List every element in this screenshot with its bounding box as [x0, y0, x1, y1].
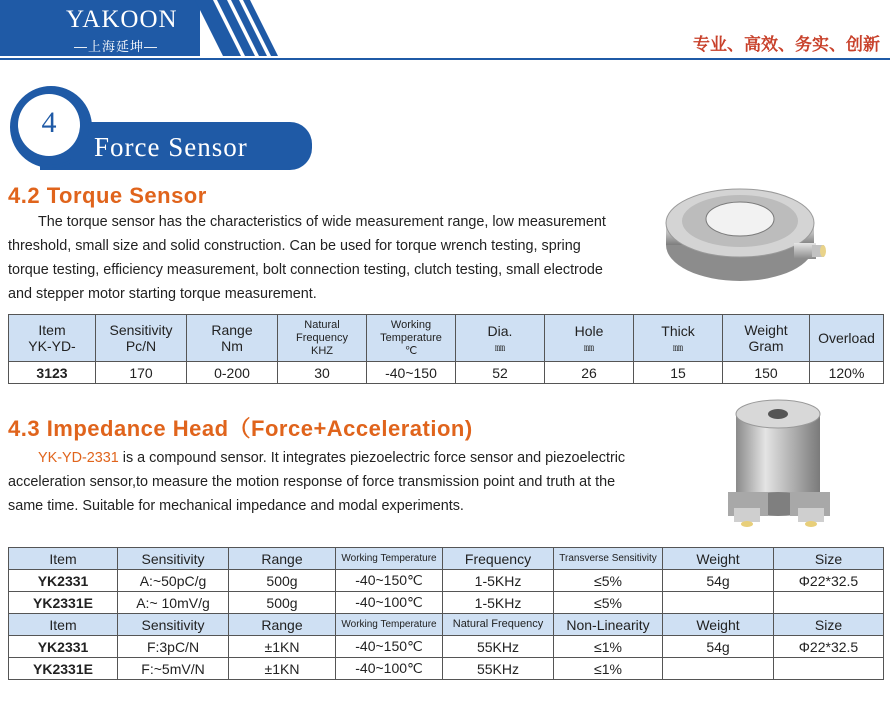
impedance-line: YK-YD-2331 is a compound sensor. It integrates piezoelectric force sensor and piezoelectric	[38, 450, 626, 466]
impedance-line: acceleration sensor,to measure the motion response of force transmission point and truth at the	[8, 474, 616, 490]
table-header-row	[9, 614, 884, 636]
table-cell: 52	[456, 362, 545, 384]
torque-description	[8, 210, 606, 306]
header-cell: Non-Linearity	[554, 614, 663, 636]
table-cell: ≤1%	[554, 636, 663, 658]
table-cell: ±1KN	[229, 658, 336, 680]
table-cell: 170	[96, 362, 187, 384]
section-title: Force Sensor	[94, 132, 248, 162]
table-row	[9, 570, 884, 592]
impedance-spec-table	[8, 547, 884, 680]
header-cell: Range Nm	[187, 315, 278, 362]
table-cell: 120%	[810, 362, 884, 384]
header-cell: Item YK-YD-	[9, 315, 96, 362]
header-cell: Sensitivity	[118, 548, 229, 570]
header-cell: Size	[774, 548, 884, 570]
table-cell: -40~100℃	[336, 592, 443, 614]
impedance-description	[8, 446, 625, 518]
header-cell: Natural Frequency	[443, 614, 554, 636]
table-cell: ±1KN	[229, 636, 336, 658]
table-cell: 15	[634, 362, 723, 384]
table-cell: ≤5%	[554, 592, 663, 614]
table-cell: Φ22*32.5	[774, 570, 884, 592]
table-cell: 3123	[9, 362, 96, 384]
section-number: 4	[41, 106, 57, 139]
header-cell: Item	[9, 548, 118, 570]
table-cell: -40~150℃	[336, 570, 443, 592]
header-cell: Dia. ㎜	[456, 315, 545, 362]
table-cell: F:3pC/N	[118, 636, 229, 658]
table-cell: 500g	[229, 570, 336, 592]
logo-text: YAKOON	[66, 6, 178, 33]
table-row	[9, 362, 884, 384]
table-cell: YK2331E	[9, 658, 118, 680]
header-cell: Working Temperature ℃	[367, 315, 456, 362]
table-cell: ≤5%	[554, 570, 663, 592]
impedance-heading: 4.3 Impedance Head（Force+Acceleration)	[8, 416, 473, 441]
model-name: YK-YD-2331	[38, 450, 119, 466]
table-cell: 54g	[663, 570, 774, 592]
table-cell: YK2331	[9, 636, 118, 658]
header-cell: Range	[229, 614, 336, 636]
table-cell: -40~150℃	[336, 636, 443, 658]
header-cell: Sensitivity	[118, 614, 229, 636]
table-cell: 55KHz	[443, 658, 554, 680]
table-cell	[774, 592, 884, 614]
logo-stripes-decoration	[195, 0, 285, 56]
page-header	[0, 0, 890, 58]
table-cell: A:~50pC/g	[118, 570, 229, 592]
header-cell: Frequency	[443, 548, 554, 570]
table-cell: 150	[723, 362, 810, 384]
table-cell	[663, 592, 774, 614]
impedance-line: same time. Suitable for mechanical impedance and modal experiments.	[8, 498, 464, 514]
header-cell: Weight	[663, 548, 774, 570]
table-cell: 54g	[663, 636, 774, 658]
torque-line: torque testing, efficiency measurement, bolt connection testing, clutch testing, small electrode	[8, 262, 603, 278]
table-row	[9, 658, 884, 680]
header-cell: Weight Gram	[723, 315, 810, 362]
header-cell: Thick ㎜	[634, 315, 723, 362]
table-cell	[774, 658, 884, 680]
header-cell: Natural Frequency KHZ	[278, 315, 367, 362]
header-cell: Transverse Sensitivity	[554, 548, 663, 570]
table-row	[9, 592, 884, 614]
torque-line: threshold, small size and solid construction. Can be used for torque wrench testing, spring	[8, 238, 581, 254]
table-cell	[663, 658, 774, 680]
table-cell: 55KHz	[443, 636, 554, 658]
torque-sensor-photo	[662, 183, 827, 288]
table-cell: Φ22*32.5	[774, 636, 884, 658]
torque-line: and stepper motor starting torque measurement.	[8, 286, 317, 302]
table-header-row	[9, 548, 884, 570]
table-cell: 0-200	[187, 362, 278, 384]
table-cell: 30	[278, 362, 367, 384]
table-cell: 1-5KHz	[443, 570, 554, 592]
header-cell: Hole ㎜	[545, 315, 634, 362]
header-cell: Sensitivity Pc/N	[96, 315, 187, 362]
table-cell: 1-5KHz	[443, 592, 554, 614]
table-cell: 500g	[229, 592, 336, 614]
table-cell: -40~100℃	[336, 658, 443, 680]
header-cell: Working Temperature	[336, 548, 443, 570]
header-cell: Size	[774, 614, 884, 636]
header-cell: Working Temperature	[336, 614, 443, 636]
impedance-head-photo	[720, 396, 835, 536]
table-row	[9, 636, 884, 658]
header-cell: Item	[9, 614, 118, 636]
torque-heading: 4.2 Torque Sensor	[8, 183, 207, 208]
logo-subtitle: —上海延坤—	[74, 39, 159, 54]
logo-subtitle-text: 上海延坤	[88, 39, 145, 54]
header-cell: Overload	[810, 315, 884, 362]
torque-spec-table	[8, 314, 884, 384]
header-cell: Weight	[663, 614, 774, 636]
table-cell: 26	[545, 362, 634, 384]
slogan: 专业、高效、务实、创新	[693, 35, 880, 55]
table-cell: ≤1%	[554, 658, 663, 680]
header-divider	[0, 58, 890, 60]
header-cell: Range	[229, 548, 336, 570]
table-cell: A:~ 10mV/g	[118, 592, 229, 614]
table-header-row	[9, 315, 884, 362]
table-cell: YK2331E	[9, 592, 118, 614]
torque-line: The torque sensor has the characteristics of wide measurement range, low measurement	[38, 214, 606, 230]
table-cell: YK2331	[9, 570, 118, 592]
table-cell: -40~150	[367, 362, 456, 384]
table-cell: F:~5mV/N	[118, 658, 229, 680]
